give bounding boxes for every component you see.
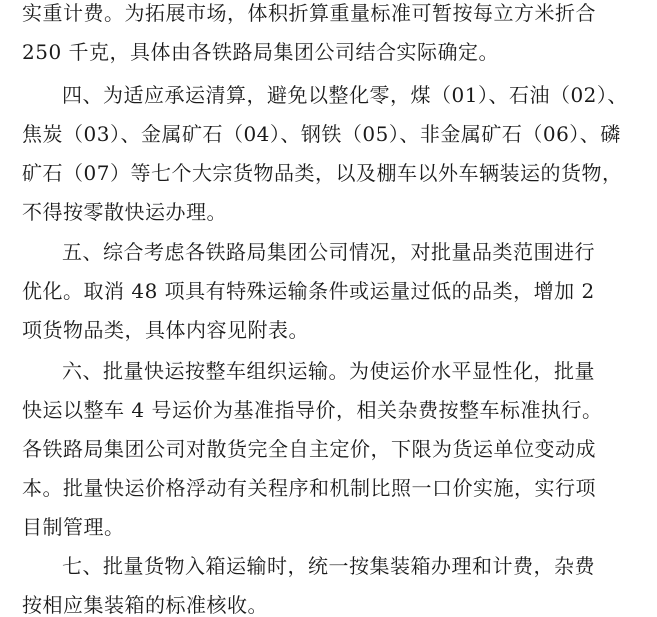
text-line: 本。批量快运价格浮动有关程序和机制比照一口价实施，实行项 [22, 476, 596, 500]
text-line: 实重计费。为拓展市场，体积折算重量标准可暂按每立方米折合 [22, 1, 596, 25]
text-line: 项货物品类，具体内容见附表。 [22, 318, 309, 342]
paragraph-seven-start: 七、批量货物入箱运输时，统一按集装箱办理和计费，杂费 [62, 554, 595, 578]
text-line: 优化。取消 48 项具有特殊运输条件或运量过低的品类，增加 2 [22, 279, 595, 303]
text-line: 焦炭（03）、金属矿石（04）、钢铁（05）、非金属矿石（06）、磷 [22, 122, 621, 146]
text-line: 不得按零散快运办理。 [22, 200, 227, 224]
text-line: 快运以整车 4 号运价为基准指导价，相关杂费按整车标准执行。 [22, 398, 603, 422]
paragraph-five-start: 五、综合考虑各铁路局集团公司情况，对批量品类范围进行 [62, 240, 595, 264]
text-line: 矿石（07）等七个大宗货物品类，以及棚车以外车辆装运的货物， [22, 161, 623, 185]
text-line: 各铁路局集团公司对散货完全自主定价，下限为货运单位变动成 [22, 437, 596, 461]
text-line: 250 千克，具体由各铁路局集团公司结合实际确定。 [22, 40, 500, 64]
text-line: 按相应集装箱的标准核收。 [22, 593, 268, 617]
paragraph-four-start: 四、为适应承运清算，避免以整化零，煤（01）、石油（02）、 [62, 83, 628, 107]
paragraph-six-start: 六、批量快运按整车组织运输。为使运价水平显性化，批量 [62, 359, 595, 383]
text-line: 目制管理。 [22, 515, 125, 539]
